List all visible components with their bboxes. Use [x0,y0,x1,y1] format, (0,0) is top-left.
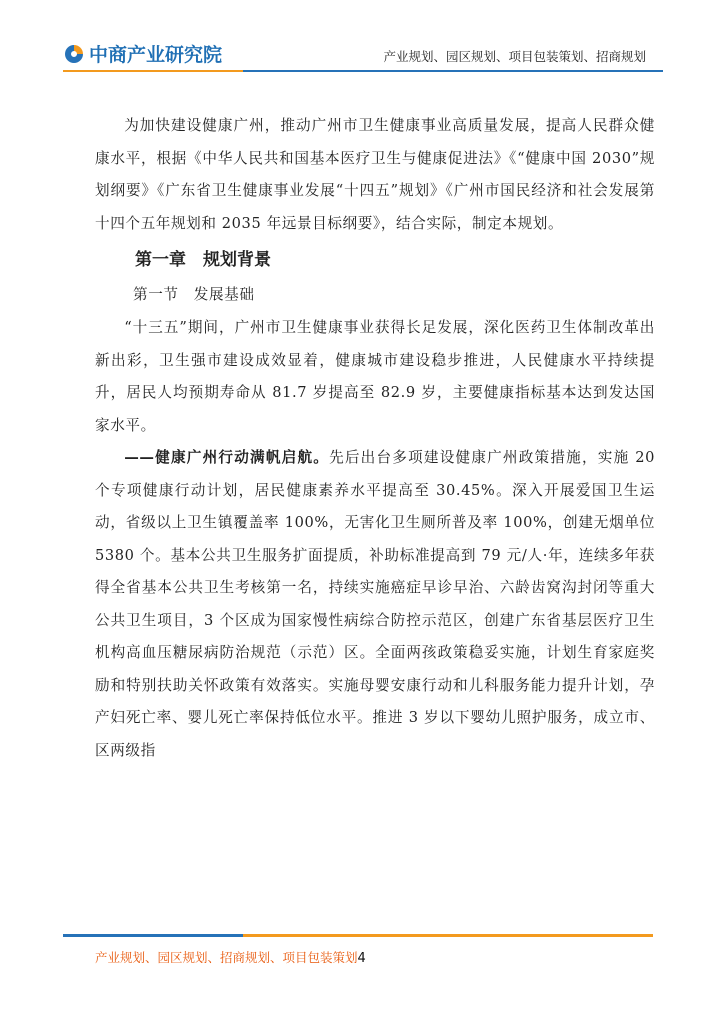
footer-rule-blue [63,934,243,937]
logo-icon [63,43,85,65]
paragraph-text: 先后出台多项建设健康广州政策措施，实施 20 个专项健康行动计划，居民健康素养水平提高至 30.45%。深入开展爱国卫生运动，省级以上卫生镇覆盖率 100%，无害化卫生厕所普及率 100%，创建无烟单位 5380 个。基本公共卫生服务扩面提质，补助标准提高到 79 元/人·年，连续多年获得全省基本公共卫生考核第一名，持续实施癌症早诊早治、六龄齿窝沟封闭等重大公共卫生项目，3 个区成为国家慢性病综合防控示范区，创建广东省基层医疗卫生机构高血压糖尿病防治规范（示范）区。全面两孩政策稳妥实施，计划生育家庭奖励和特别扶助关怀政策有效落实。实施母婴安康行动和儿科服务能力提升计划，孕产妇死亡率、婴儿死亡率保持低位水平。推进 3 岁以下婴幼儿照护服务，成立市、区两级指 [95,449,655,759]
paragraph-healthy-guangzhou [95,442,655,767]
logo-text: 中商产业研究院 [89,44,223,66]
page-footer [95,948,366,966]
header-rule-orange [63,70,243,72]
page-number: 4 [357,951,366,966]
paragraph-lead: ——健康广州行动满帆启航。 [124,449,330,466]
logo [63,40,222,67]
document-body [95,110,655,767]
paragraph-development: “十三五”期间，广州市卫生健康事业获得长足发展，深化医药卫生体制改革出新出彩，卫生强市建设成效显着，健康城市建设稳步推进，人民健康水平持续提升，居民人均预期寿命从 81.7 岁提高至 82.9 岁，主要健康指标基本达到发达国家水平。 [95,319,655,434]
chapter-title: 第一章 规划背景 [135,250,271,270]
footer-text: 产业规划、园区规划、招商规划、项目包装策划 [95,950,358,965]
footer-rule-orange [243,934,653,937]
page-header [0,0,724,80]
header-tagline: 产业规划、园区规划、项目包装策划、招商规划 [383,49,646,64]
intro-paragraph: 为加快建设健康广州，推动广州市卫生健康事业高质量发展，提高人民群众健康水平，根据《中华人民共和国基本医疗卫生与健康促进法》《“健康中国 2030”规划纲要》《广东省卫生健康事业发展“十四五”规划》《广州市国民经济和社会发展第十四个五年规划和 2035 年远景目标纲要》，结合实际，制定本规划。 [95,117,655,232]
header-rule-blue [243,70,663,72]
section-title: 第一节 发展基础 [133,286,255,303]
